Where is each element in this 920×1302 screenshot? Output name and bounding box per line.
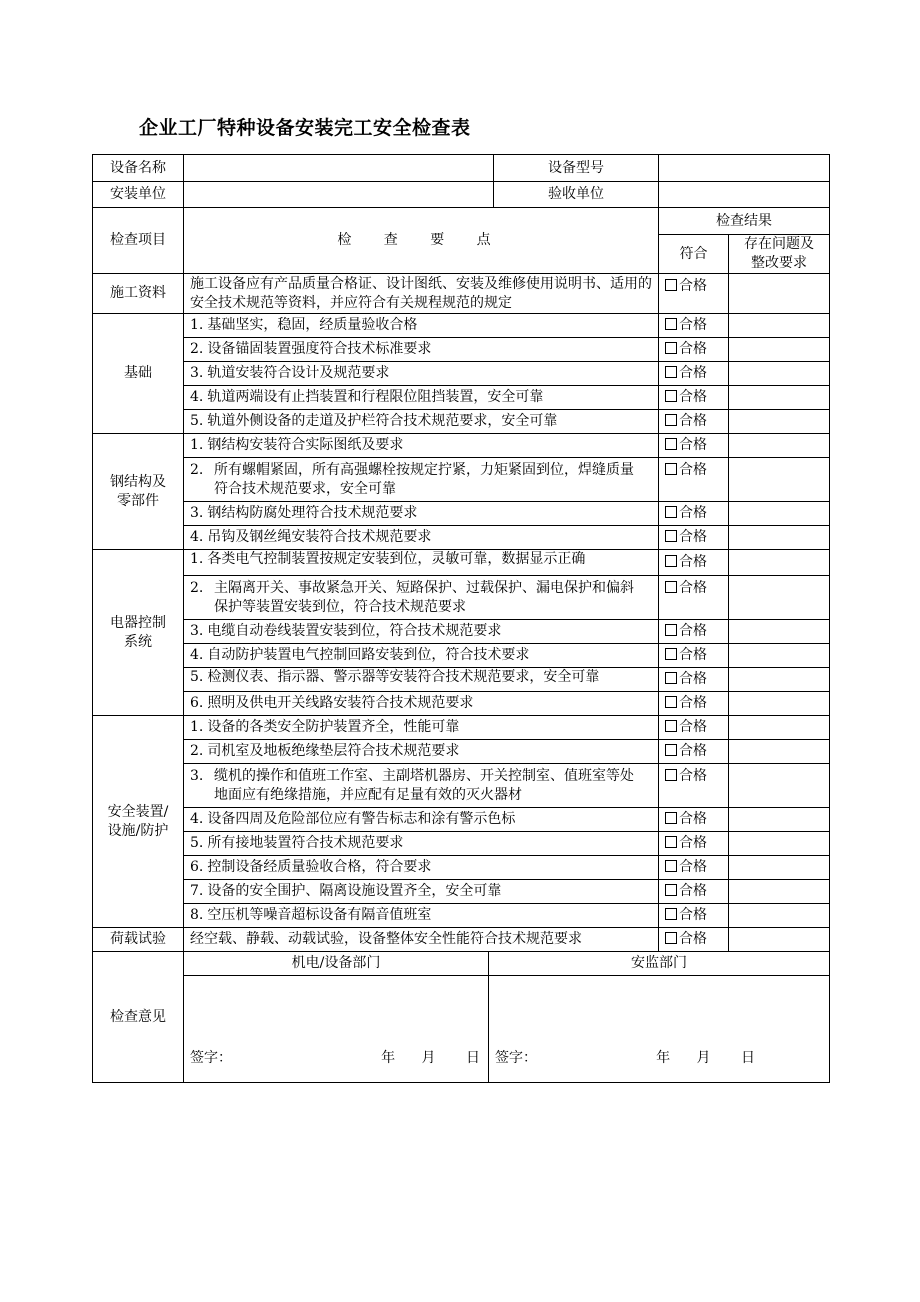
check-point: 3. 钢结构防腐处理符合技术规范要求 <box>184 502 659 526</box>
pass-checkbox[interactable]: 合格 <box>659 314 729 338</box>
equip-model-field[interactable] <box>659 155 830 182</box>
category-cell: 安全装置/ 设施/防护 <box>93 716 184 928</box>
issue-cell[interactable] <box>729 808 830 832</box>
pass-checkbox[interactable]: 合格 <box>659 274 729 314</box>
table-row <box>93 716 830 740</box>
table-row <box>93 832 830 856</box>
checkbox-icon <box>665 581 677 593</box>
issue-cell[interactable] <box>729 880 830 904</box>
check-point: 6. 照明及供电开关线路安装符合技术规范要求 <box>184 692 659 716</box>
checkbox-icon <box>665 390 677 402</box>
check-point: 2. 设备锚固装置强度符合技术标准要求 <box>184 338 659 362</box>
check-point: 2. 所有螺帽紧固，所有高强螺栓按规定拧紧，力矩紧固到位，焊缝质量符合技术规范要求，安全可靠 <box>184 458 659 502</box>
sign-label: 签字： <box>495 1050 537 1066</box>
checkbox-icon <box>665 720 677 732</box>
equip-name-field[interactable] <box>184 155 494 182</box>
pass-checkbox[interactable]: 合格 <box>659 808 729 832</box>
pass-checkbox[interactable]: 合格 <box>659 856 729 880</box>
issue-cell[interactable] <box>729 928 830 952</box>
checkbox-icon <box>665 414 677 426</box>
table-row <box>93 764 830 808</box>
table-row <box>93 386 830 410</box>
install-unit-row <box>93 182 830 208</box>
check-point: 3. 电缆自动卷线装置安装到位，符合技术规范要求 <box>184 620 659 644</box>
pass-checkbox[interactable]: 合格 <box>659 410 729 434</box>
check-result-header: 检查结果 <box>659 208 830 235</box>
inspection-table <box>92 154 830 1083</box>
pass-checkbox[interactable]: 合格 <box>659 338 729 362</box>
checkbox-icon <box>665 672 677 684</box>
checkbox-icon <box>665 463 677 475</box>
check-point: 3. 轨道安装符合设计及规范要求 <box>184 362 659 386</box>
pass-checkbox[interactable]: 合格 <box>659 434 729 458</box>
checkbox-icon <box>665 648 677 660</box>
check-point: 4. 自动防护装置电气控制回路安装到位，符合技术要求 <box>184 644 659 668</box>
day-label: 日 <box>741 1050 755 1066</box>
install-unit-label: 安装单位 <box>93 182 184 208</box>
issue-cell[interactable] <box>729 764 830 808</box>
check-point: 7. 设备的安全围护、隔离设施设置齐全，安全可靠 <box>184 880 659 904</box>
checkbox-icon <box>665 860 677 872</box>
column-header-row <box>93 208 830 235</box>
dept-right-opinion[interactable] <box>489 976 830 1083</box>
checkbox-icon <box>665 624 677 636</box>
check-point: 施工设备应有产品质量合格证、设计图纸、安装及维修使用说明书、适用的安全技术规范等资料，并应符合有关规程规范的规定 <box>184 274 659 314</box>
checkbox-icon <box>665 769 677 781</box>
pass-checkbox[interactable]: 合格 <box>659 928 729 952</box>
pass-checkbox[interactable]: 合格 <box>659 832 729 856</box>
pass-checkbox[interactable]: 合格 <box>659 502 729 526</box>
issue-cell[interactable] <box>729 274 830 314</box>
check-point: 8. 空压机等噪音超标设备有隔音值班室 <box>184 904 659 928</box>
table-row <box>93 620 830 644</box>
issue-cell[interactable] <box>729 386 830 410</box>
issue-cell[interactable] <box>729 550 830 576</box>
issue-header-line1: 存在问题及 <box>744 236 814 252</box>
issue-cell[interactable] <box>729 502 830 526</box>
check-point: 2. 主隔离开关、事故紧急开关、短路保护、过载保护、漏电保护和偏斜保护等装置安装到位，符合技术规范要求 <box>184 576 659 620</box>
issue-cell[interactable] <box>729 314 830 338</box>
pass-checkbox[interactable]: 合格 <box>659 362 729 386</box>
accept-unit-label: 验收单位 <box>494 182 659 208</box>
table-row <box>93 928 830 952</box>
category-cell: 电器控制 系统 <box>93 550 184 716</box>
accept-unit-field[interactable] <box>659 182 830 208</box>
issue-cell[interactable] <box>729 576 830 620</box>
table-row <box>93 692 830 716</box>
pass-checkbox[interactable]: 合格 <box>659 764 729 808</box>
issue-cell[interactable] <box>729 458 830 502</box>
checkbox-icon <box>665 342 677 354</box>
pass-checkbox[interactable]: 合格 <box>659 904 729 928</box>
checkbox-icon <box>665 438 677 450</box>
check-point: 4. 设备四周及危险部位应有警告标志和涂有警示色标 <box>184 808 659 832</box>
table-row <box>93 880 830 904</box>
equip-name-row <box>93 155 830 182</box>
equip-model-label: 设备型号 <box>494 155 659 182</box>
pass-checkbox[interactable]: 合格 <box>659 386 729 410</box>
check-point: 4. 吊钩及钢丝绳安装符合技术规范要求 <box>184 526 659 550</box>
table-row <box>93 856 830 880</box>
check-point: 3. 缆机的操作和值班工作室、主副塔机器房、开关控制室、值班室等处地面应有绝缘措施，并应配有足量有效的灭火器材 <box>184 764 659 808</box>
table-row <box>93 362 830 386</box>
issue-cell[interactable] <box>729 716 830 740</box>
checkbox-icon <box>665 812 677 824</box>
install-unit-field[interactable] <box>184 182 494 208</box>
opinion-header-row <box>93 952 830 976</box>
table-row <box>93 808 830 832</box>
table-row <box>93 434 830 458</box>
check-point: 1. 各类电气控制装置按规定安装到位，灵敏可靠，数据显示正确 <box>184 550 659 576</box>
checkbox-icon <box>665 366 677 378</box>
issue-header <box>729 235 830 274</box>
check-item-header: 检查项目 <box>93 208 184 274</box>
check-point: 经空载、静载、动载试验，设备整体安全性能符合技术规范要求 <box>184 928 659 952</box>
opinion-label: 检查意见 <box>93 952 184 1083</box>
category-cell: 荷载试验 <box>93 928 184 952</box>
issue-cell[interactable] <box>729 740 830 764</box>
check-points-header <box>184 208 659 274</box>
check-point: 1. 钢结构安装符合实际图纸及要求 <box>184 434 659 458</box>
dept-left-header: 机电/设备部门 <box>184 952 489 976</box>
table-row <box>93 576 830 620</box>
pass-checkbox[interactable]: 合格 <box>659 550 729 576</box>
pass-checkbox[interactable]: 合格 <box>659 458 729 502</box>
checkbox-icon <box>665 932 677 944</box>
check-points-header-text: 检 查 要 点 <box>337 232 505 248</box>
check-point: 5. 轨道外侧设备的走道及护栏符合技术规范要求，安全可靠 <box>184 410 659 434</box>
pass-checkbox[interactable]: 合格 <box>659 716 729 740</box>
dept-left-opinion[interactable] <box>184 976 489 1083</box>
check-point: 6. 控制设备经质量验收合格，符合要求 <box>184 856 659 880</box>
issue-cell[interactable] <box>729 362 830 386</box>
pass-checkbox[interactable]: 合格 <box>659 576 729 620</box>
issue-cell[interactable] <box>729 526 830 550</box>
checkbox-icon <box>665 530 677 542</box>
category-cell: 基础 <box>93 314 184 434</box>
check-point: 2. 司机室及地板绝缘垫层符合技术规范要求 <box>184 740 659 764</box>
equip-name-label: 设备名称 <box>93 155 184 182</box>
table-row <box>93 904 830 928</box>
issue-cell[interactable] <box>729 668 830 692</box>
table-row <box>93 668 830 692</box>
category-cell: 施工资料 <box>93 274 184 314</box>
pass-checkbox[interactable]: 合格 <box>659 740 729 764</box>
pass-checkbox[interactable]: 合格 <box>659 644 729 668</box>
table-row <box>93 410 830 434</box>
check-point: 5. 所有接地装置符合技术规范要求 <box>184 832 659 856</box>
page-title: 企业工厂特种设备安装完工安全检查表 <box>139 117 471 139</box>
issue-cell[interactable] <box>729 410 830 434</box>
year-label: 年 <box>656 1050 671 1066</box>
table-row <box>93 740 830 764</box>
table-row <box>93 314 830 338</box>
check-point: 1. 设备的各类安全防护装置齐全，性能可靠 <box>184 716 659 740</box>
opinion-body-row <box>93 976 830 1083</box>
pass-checkbox[interactable]: 合格 <box>659 620 729 644</box>
dept-right-header: 安监部门 <box>489 952 830 976</box>
check-point: 4. 轨道两端设有止挡装置和行程限位阻挡装置，安全可靠 <box>184 386 659 410</box>
sign-label: 签字： <box>190 1050 232 1066</box>
checkbox-icon <box>665 836 677 848</box>
issue-cell[interactable] <box>729 620 830 644</box>
issue-cell[interactable] <box>729 434 830 458</box>
category-cell: 钢结构及 零部件 <box>93 434 184 550</box>
check-point: 1. 基础坚实，稳固，经质量验收合格 <box>184 314 659 338</box>
pass-checkbox[interactable]: 合格 <box>659 880 729 904</box>
issue-cell[interactable] <box>729 832 830 856</box>
issue-cell[interactable] <box>729 338 830 362</box>
checkbox-icon <box>665 744 677 756</box>
issue-header-line2: 整改要求 <box>751 255 807 271</box>
checkbox-icon <box>665 908 677 920</box>
table-row <box>93 502 830 526</box>
pass-checkbox[interactable]: 合格 <box>659 692 729 716</box>
day-label: 日 <box>466 1050 480 1066</box>
issue-cell[interactable] <box>729 644 830 668</box>
checkbox-icon <box>665 279 677 291</box>
checkbox-icon <box>665 555 677 567</box>
table-row <box>93 458 830 502</box>
checkbox-icon <box>665 318 677 330</box>
pass-checkbox[interactable]: 合格 <box>659 668 729 692</box>
table-row <box>93 644 830 668</box>
table-row <box>93 338 830 362</box>
table-row <box>93 526 830 550</box>
checkbox-icon <box>665 696 677 708</box>
month-label: 月 <box>421 1050 436 1066</box>
conform-header: 符合 <box>659 235 729 274</box>
check-point: 5. 检测仪表、指示器、警示器等安装符合技术规范要求，安全可靠 <box>184 668 659 692</box>
issue-cell[interactable] <box>729 856 830 880</box>
checkbox-icon <box>665 506 677 518</box>
issue-cell[interactable] <box>729 904 830 928</box>
table-row <box>93 550 830 576</box>
month-label: 月 <box>696 1050 711 1066</box>
pass-checkbox[interactable]: 合格 <box>659 526 729 550</box>
checkbox-icon <box>665 884 677 896</box>
table-row <box>93 274 830 314</box>
issue-cell[interactable] <box>729 692 830 716</box>
year-label: 年 <box>381 1050 396 1066</box>
